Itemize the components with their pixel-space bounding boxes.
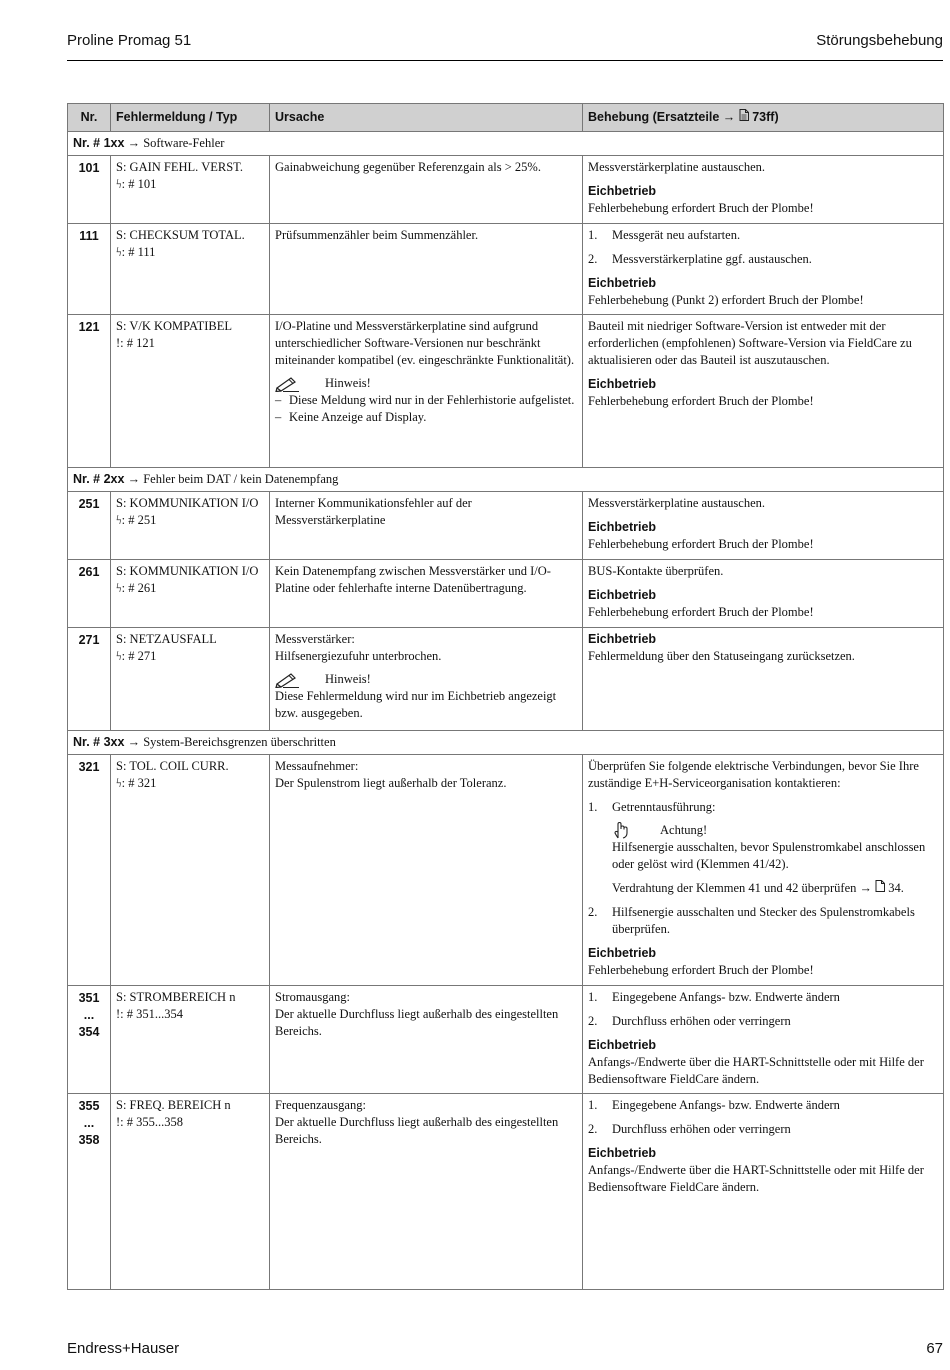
message-code: ϟ: # 321 [116,776,157,790]
fix-intro: Überprüfen Sie folgende elektrische Verbindungen, bevor Sie Ihre zuständige E+H-Serviceorganisation kontaktieren: [588,759,919,790]
wiring-check [612,880,938,897]
header-section: Störungsbehebung [816,32,943,49]
range-dots: ... [83,1008,95,1022]
error-fix [583,224,944,315]
fix-step [588,251,938,268]
error-fix [583,315,944,468]
message-text: S: KOMMUNIKATION I/O [116,496,259,510]
message-code: !: # 121 [116,336,155,350]
error-cause [270,560,583,628]
range-start: 351 [78,991,100,1005]
group-row [68,468,944,492]
fix-text: BUS-Kontakte überprüfen. [588,564,724,578]
eich-label: Eichbetrieb [588,946,657,960]
step-number: 2. [588,905,598,919]
step-text: Messgerät neu aufstarten. [612,228,741,242]
message-code: ϟ: # 101 [116,177,157,191]
col-message: Fehlermeldung / Typ [111,104,270,132]
fix-step [588,904,938,938]
note-item [275,392,577,409]
step-number: 1. [588,990,598,1004]
note-item-text: Diese Meldung wird nur in der Fehlerhistorie aufgelistet. [289,393,575,407]
table-row [68,755,944,986]
step-text: Hilfsenergie ausschalten und Stecker des Spulenstromkabels überprüfen. [612,905,915,936]
cause-label: Stromausgang: [275,990,350,1004]
hand-warning-icon [612,821,636,839]
wiring-ref: 34. [888,881,904,895]
range-end: 354 [78,1025,100,1039]
plombe-text: Fehlerbehebung erfordert Bruch der Plombe! [588,605,814,619]
error-fix [583,1094,944,1290]
group-nr: Nr. # 1xx [73,136,125,150]
step-text: Getrenntausführung: [612,800,716,814]
step-text: Durchfluss erhöhen oder verringern [612,1122,791,1136]
error-cause [270,628,583,731]
note-item-text: Keine Anzeige auf Display. [289,410,427,424]
footer-company: Endress+Hauser [67,1340,180,1357]
message-code: ϟ: # 261 [116,581,157,595]
error-fix [583,560,944,628]
page-number: 67 [926,1340,943,1357]
table-row [68,1094,944,1290]
plombe-text: Fehlerbehebung (Punkt 2) erfordert Bruch der Plombe! [588,293,864,307]
step-number: 2. [588,252,598,266]
step-number: 1. [588,1098,598,1112]
pencil-note-icon [275,672,301,688]
eich-label: Eichbetrieb [588,1146,657,1160]
plombe-text: Fehlerbehebung erfordert Bruch der Plombe! [588,537,814,551]
message-text: S: V/K KOMPATIBEL [116,319,232,333]
message-text: S: TOL. COIL CURR. [116,759,229,773]
step-number: 2. [588,1122,598,1136]
col-fix-label: Behebung (Ersatzteile → [588,109,739,124]
table-row [68,628,944,731]
fix-text: Messverstärkerplatine austauschen. [588,496,766,510]
eich-label: Eichbetrieb [588,377,657,391]
col-fix-ref: 73ff) [752,109,779,124]
eich-label: Eichbetrieb [588,1038,657,1052]
error-nr: 321 [68,755,111,986]
eich-label: Eichbetrieb [588,184,657,198]
range-start: 355 [78,1099,100,1113]
eich-label: Eichbetrieb [588,276,657,290]
note-text: Diese Fehlermeldung wird nur im Eichbetrieb angezeigt bzw. ausgegeben. [275,689,557,720]
message-code: ϟ: # 251 [116,513,157,527]
error-fix [583,628,944,731]
fix-step [588,799,938,816]
group-title: Software-Fehler [143,136,225,150]
step-text: Eingegebene Anfangs- bzw. Endwerte ändern [612,1098,840,1112]
message-text: S: GAIN FEHL. VERST. [116,160,243,174]
message-text: S: CHECKSUM TOTAL. [116,228,245,242]
cause-label: Frequenzausgang: [275,1098,366,1112]
cause-text: Der Spulenstrom liegt außerhalb der Toleranz. [275,776,507,790]
step-number: 2. [588,1014,598,1028]
message-text: S: KOMMUNIKATION I/O [116,564,259,578]
table-row [68,156,944,224]
table-row [68,560,944,628]
cause-text: Der aktuelle Durchfluss liegt außerhalb des eingestellten Bereichs. [275,1007,559,1038]
col-fix [583,104,944,132]
error-fix [583,755,944,986]
cause-text: Kein Datenempfang zwischen Messverstärker und I/O-Platine oder fehlerhafte interne Datenübertragung. [275,564,551,595]
col-nr: Nr. [68,104,111,132]
error-cause [270,492,583,560]
note [275,671,577,688]
error-nr: 111 [68,224,111,315]
table-header-row [68,104,944,132]
error-message [111,560,270,628]
table-row [68,224,944,315]
step-text: Eingegebene Anfangs- bzw. Endwerte ändern [612,990,840,1004]
dash-mark: – [275,393,282,407]
page-ref-icon [739,109,749,121]
note-title: Hinweis! [325,672,371,686]
note-item [275,409,577,426]
error-nr: 101 [68,156,111,224]
warning-block [588,821,938,897]
error-message [111,156,270,224]
cause-text: I/O-Platine und Messverstärkerplatine sind aufgrund unterschiedlicher Software-Versionen nur beschränkt miteinander kompatibel (ev. eingeschränkte Funktionalität). [275,319,575,367]
error-cause [270,1094,583,1290]
table-row [68,315,944,468]
message-text: S: NETZAUSFALL [116,632,217,646]
plombe-text: Fehlerbehebung erfordert Bruch der Plombe! [588,394,814,408]
error-cause [270,755,583,986]
warning-title: Achtung! [660,822,708,837]
fix-step [588,1097,938,1114]
cause-text: Hilfsenergiezufuhr unterbrochen. [275,649,442,663]
range-end: 358 [78,1133,100,1147]
pencil-note-icon [275,376,301,392]
dash-mark: – [275,410,282,424]
header-product: Proline Promag 51 [67,32,192,49]
wiring-text: Verdrahtung der Klemmen 41 und 42 überprüfen → [612,881,876,895]
fix-step [588,227,938,244]
group-title: System-Bereichsgrenzen überschritten [143,735,336,749]
fix-text: Bauteil mit niedriger Software-Version ist entweder mit der erforderlichen (empfohlenen) Software-Version via FieldCare zu aktualisieren oder das Bauteil ist auszutauschen. [588,319,912,367]
cause-text: Der aktuelle Durchfluss liegt außerhalb des eingestellten Bereichs. [275,1115,559,1146]
page-header [67,32,943,61]
error-fix [583,986,944,1094]
message-text: S: STROMBEREICH n [116,990,236,1004]
step-text: Messverstärkerplatine ggf. austauschen. [612,252,812,266]
cause-text: Interner Kommunikationsfehler auf der Messverstärkerplatine [275,496,472,527]
error-message [111,628,270,731]
error-nr-range [68,1094,111,1290]
eich-label: Eichbetrieb [588,588,657,602]
group-row [68,731,944,755]
error-nr: 121 [68,315,111,468]
error-cause [270,224,583,315]
cause-text: Prüfsummenzähler beim Summenzähler. [275,228,479,242]
group-row [68,132,944,156]
warning-header [612,821,938,839]
cause-label: Messverstärker: [275,632,355,646]
step-number: 1. [588,800,598,814]
error-message [111,224,270,315]
error-nr: 251 [68,492,111,560]
message-code: !: # 351...354 [116,1007,184,1021]
range-dots: ... [83,1116,95,1130]
error-nr: 271 [68,628,111,731]
step-text: Durchfluss erhöhen oder verringern [612,1014,791,1028]
fix-text: Messverstärkerplatine austauschen. [588,160,766,174]
note [275,375,577,392]
error-nr: 261 [68,560,111,628]
error-fix [583,156,944,224]
error-message [111,755,270,986]
page-ref-icon [875,880,885,892]
plombe-text: Fehlerbehebung erfordert Bruch der Plombe! [588,963,814,977]
error-message [111,986,270,1094]
plombe-text: Fehlerbehebung erfordert Bruch der Plombe! [588,201,814,215]
arrow-right: → [127,735,141,749]
error-cause [270,986,583,1094]
table-row [68,986,944,1094]
fix-text: Anfangs-/Endwerte über die HART-Schnittstelle oder mit Hilfe der Bediensoftware FieldCare ändern. [588,1055,924,1086]
arrow-right: → [127,136,141,150]
error-cause [270,315,583,468]
group-nr: Nr. # 2xx [73,472,125,486]
col-cause: Ursache [270,104,583,132]
fix-step [588,989,938,1006]
error-fix [583,492,944,560]
message-text: S: FREQ. BEREICH n [116,1098,231,1112]
error-message [111,1094,270,1290]
message-code: !: # 355...358 [116,1115,184,1129]
eich-label: Eichbetrieb [588,632,657,646]
error-table [67,103,944,1290]
eich-label: Eichbetrieb [588,520,657,534]
fix-step [588,1121,938,1138]
fix-step [588,1013,938,1030]
fix-text: Anfangs-/Endwerte über die HART-Schnittstelle oder mit Hilfe der Bediensoftware FieldCare ändern. [588,1163,924,1194]
error-message [111,315,270,468]
warning-text: Hilfsenergie ausschalten, bevor Spulenstromkabel anschlossen oder gelöst wird (Klemmen 41/42). [612,840,926,871]
arrow-right: → [127,472,141,486]
error-message [111,492,270,560]
step-number: 1. [588,228,598,242]
group-nr: Nr. # 3xx [73,735,125,749]
table-row [68,492,944,560]
message-code: ϟ: # 111 [116,245,156,259]
error-nr-range [68,986,111,1094]
cause-label: Messaufnehmer: [275,759,359,773]
group-title: Fehler beim DAT / kein Datenempfang [143,472,339,486]
note-title: Hinweis! [325,376,371,390]
fix-text: Fehlermeldung über den Statuseingang zurücksetzen. [588,649,855,663]
message-code: ϟ: # 271 [116,649,157,663]
error-cause [270,156,583,224]
cause-text: Gainabweichung gegenüber Referenzgain als > 25%. [275,160,541,174]
